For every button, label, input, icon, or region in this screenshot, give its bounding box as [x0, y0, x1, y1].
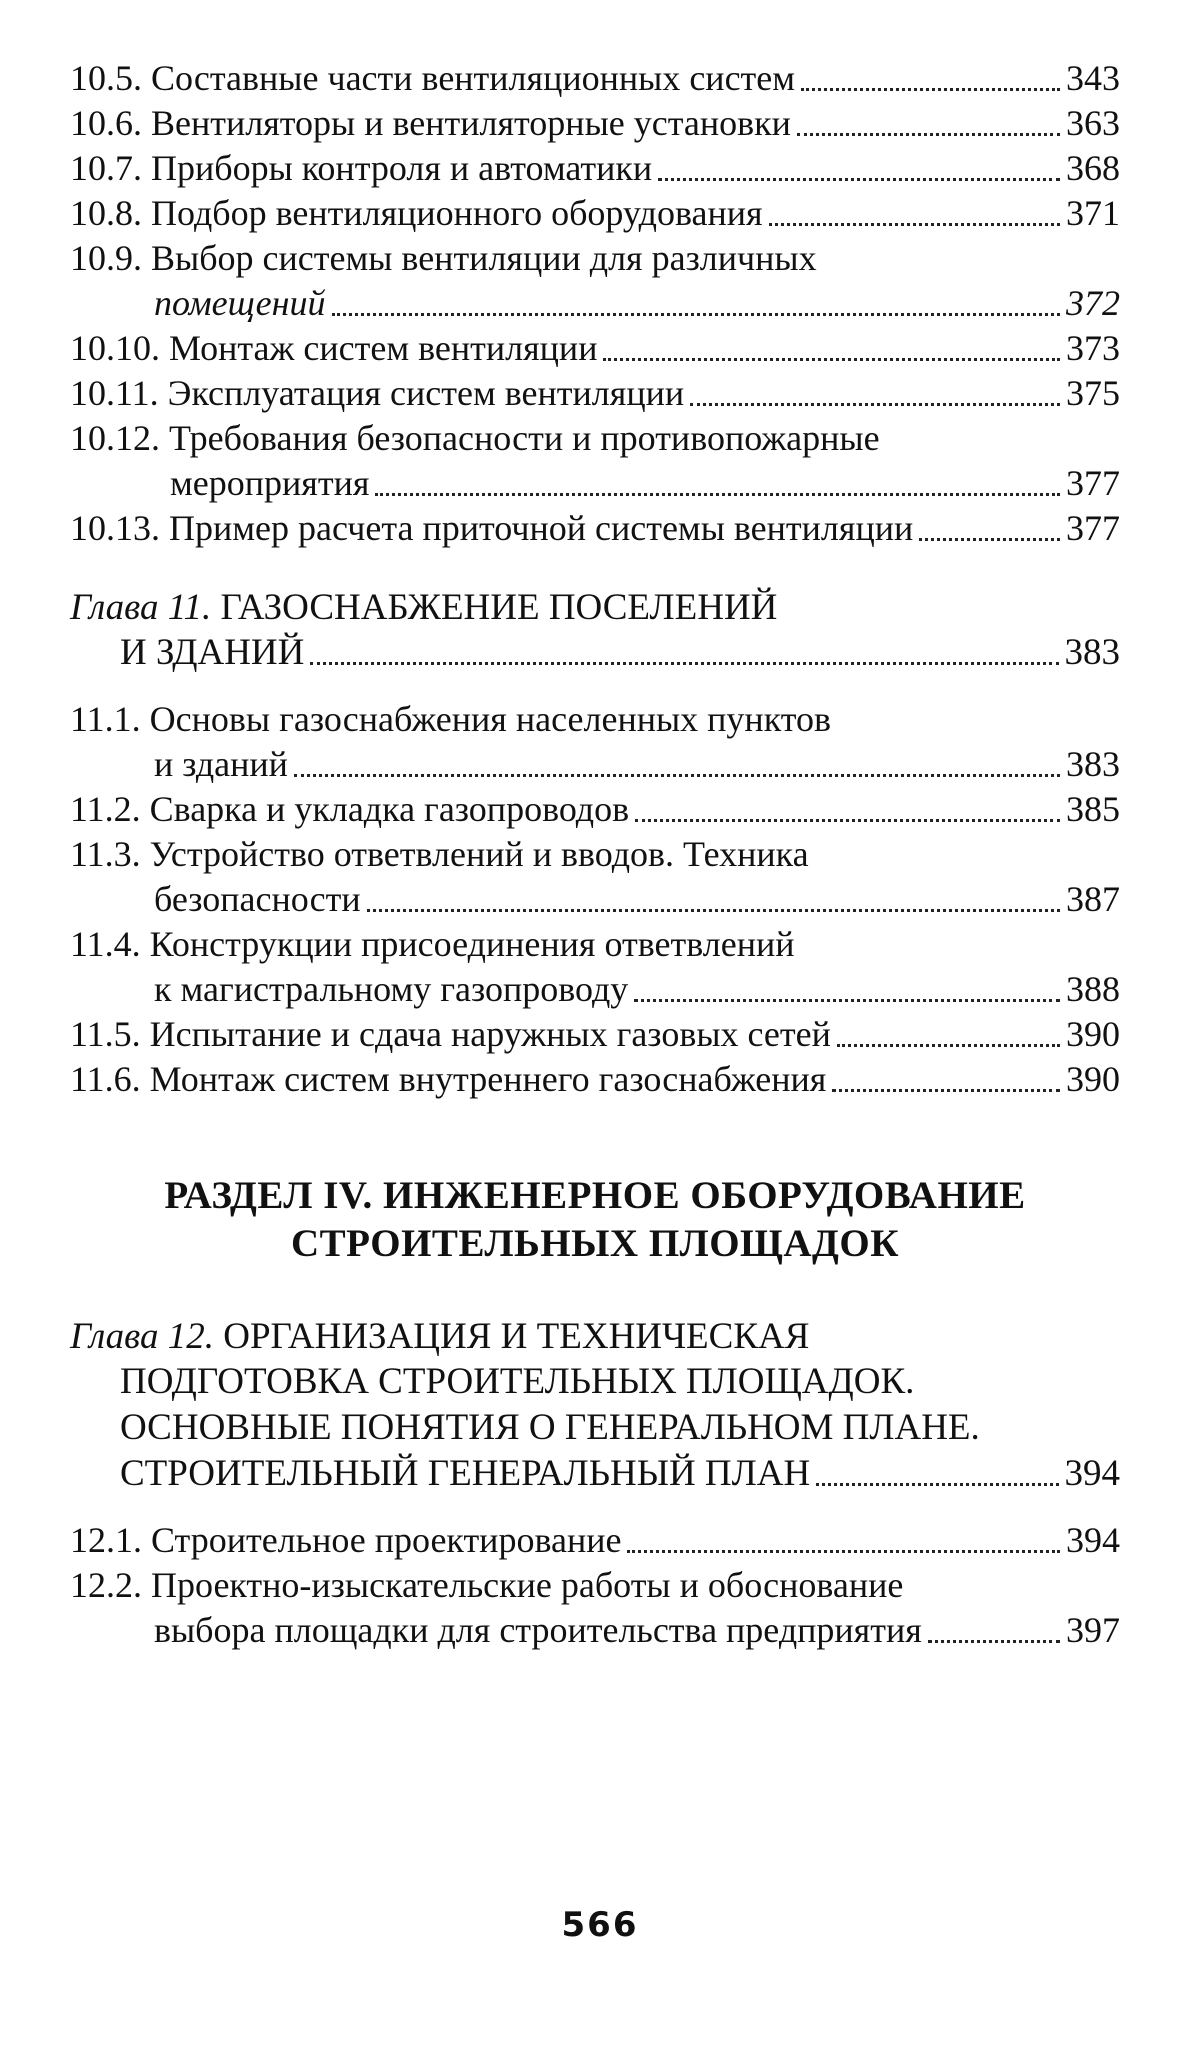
- entry-page: 394: [1066, 1520, 1120, 1560]
- dot-leader: [797, 133, 1060, 136]
- dot-leader: [634, 999, 1060, 1002]
- entry-title-line2: мероприятия: [170, 463, 370, 503]
- entry-number: 10.10.: [70, 328, 160, 368]
- chapter-11-heading: [70, 585, 1120, 675]
- toc-entry-10-10: [70, 326, 1120, 371]
- chapter-title-line3: ОСНОВНЫЕ ПОНЯТИЯ О ГЕНЕРАЛЬНОМ ПЛАНЕ.: [120, 1407, 980, 1448]
- entry-page: 368: [1066, 148, 1120, 188]
- toc-entry-12-2: [70, 1563, 1120, 1653]
- entry-title: Испытание и сдача наружных газовых сетей: [149, 1014, 831, 1054]
- entry-page: 377: [1066, 463, 1120, 503]
- entry-number: 11.6.: [70, 1059, 141, 1099]
- entry-page: 375: [1066, 373, 1120, 413]
- entry-title: Пример расчета приточной системы вентиляции: [169, 508, 914, 548]
- dot-leader: [801, 88, 1060, 91]
- entry-page: 363: [1066, 103, 1120, 143]
- toc-entry-10-8: [70, 191, 1120, 236]
- dot-leader: [635, 819, 1060, 822]
- entry-title: Строительное проектирование: [151, 1520, 622, 1560]
- toc-entry-10-11: [70, 371, 1120, 416]
- entry-title-line2: выбора площадки для строительства предприятия: [154, 1610, 922, 1650]
- dot-leader: [603, 358, 1060, 361]
- entry-title-line2: к магистральному газопроводу: [154, 969, 629, 1009]
- entry-page: 387: [1066, 879, 1120, 919]
- entry-number: 12.1.: [70, 1520, 142, 1560]
- dot-leader: [294, 774, 1060, 777]
- chapter-title-line2: ПОДГОТОВКА СТРОИТЕЛЬНЫХ ПЛОЩАДОК.: [120, 1361, 915, 1402]
- entry-title-line1: Проектно-изыскательские работы и обоснование: [151, 1565, 904, 1605]
- entry-title-line1: Устройство ответвлений и вводов. Техника: [149, 834, 809, 874]
- chapter-title-line1: ГАЗОСНАБЖЕНИЕ ПОСЕЛЕНИЙ: [220, 587, 778, 628]
- entry-number: 10.12.: [70, 418, 160, 458]
- dot-leader: [928, 1640, 1060, 1643]
- entry-number: 10.13.: [70, 508, 160, 548]
- entry-number: 11.3.: [70, 834, 141, 874]
- dot-leader: [310, 662, 1058, 665]
- entry-title: Монтаж систем вентиляции: [169, 328, 598, 368]
- entry-title: Составные части вентиляционных систем: [151, 58, 796, 98]
- toc-entry-10-12: [70, 416, 1120, 506]
- entry-number: 10.7.: [70, 148, 142, 188]
- dot-leader: [837, 1044, 1060, 1047]
- toc-entry-11-5: [70, 1012, 1120, 1057]
- entry-page: 390: [1066, 1014, 1120, 1054]
- chapter-title-line4: СТРОИТЕЛЬНЫЙ ГЕНЕРАЛЬНЫЙ ПЛАН: [120, 1453, 811, 1494]
- entry-title: Вентиляторы и вентиляторные установки: [151, 103, 791, 143]
- entry-title-line1: Требования безопасности и противопожарные: [169, 418, 880, 458]
- dot-leader: [832, 1089, 1060, 1092]
- entry-page: 385: [1066, 789, 1120, 829]
- toc-entry-10-6: [70, 101, 1120, 146]
- chapter-page: 383: [1064, 632, 1120, 673]
- entry-number: 11.1.: [70, 699, 141, 739]
- entry-number: 12.2.: [70, 1565, 142, 1605]
- entry-title: Приборы контроля и автоматики: [151, 148, 653, 188]
- entry-title: Монтаж систем внутреннего газоснабжения: [149, 1059, 827, 1099]
- chapter-12-heading: [70, 1314, 1120, 1496]
- entry-number: 10.6.: [70, 103, 142, 143]
- entry-page: 390: [1066, 1059, 1120, 1099]
- entry-title-line1: Конструкции присоединения ответвлений: [149, 924, 795, 964]
- dot-leader: [690, 403, 1060, 406]
- toc-entry-11-6: [70, 1057, 1120, 1102]
- entry-number: 10.8.: [70, 193, 142, 233]
- chapter-label: Глава 12.: [70, 1316, 214, 1357]
- entry-number: 11.5.: [70, 1014, 141, 1054]
- page-number: 566: [561, 1905, 639, 1945]
- toc-entry-11-4: [70, 922, 1120, 1012]
- entry-title: Подбор вентиляционного оборудования: [151, 193, 763, 233]
- entry-title-line2: помещений: [154, 283, 326, 323]
- chapter-page: 394: [1064, 1453, 1120, 1494]
- dot-leader: [332, 313, 1061, 316]
- chapter-title-line2: И ЗДАНИЙ: [120, 632, 305, 673]
- entry-number: 10.5.: [70, 58, 142, 98]
- entry-page: 388: [1066, 969, 1120, 1009]
- toc-entry-10-7: [70, 146, 1120, 191]
- entry-page: 343: [1066, 58, 1120, 98]
- chapter-label: Глава 11.: [70, 587, 212, 628]
- entry-number: 11.4.: [70, 924, 141, 964]
- toc-entry-11-2: [70, 787, 1120, 832]
- toc-entry-10-5: [70, 56, 1120, 101]
- dot-leader: [367, 909, 1060, 912]
- entry-page: 373: [1066, 328, 1120, 368]
- dot-leader: [919, 538, 1060, 541]
- entry-title-line2: и зданий: [154, 744, 288, 784]
- table-of-contents: [70, 56, 1120, 1653]
- entry-page: 377: [1066, 508, 1120, 548]
- section-4-heading: [70, 1172, 1120, 1268]
- toc-entry-10-13: [70, 506, 1120, 551]
- toc-entry-10-9: [70, 236, 1120, 326]
- chapter-title-line1: ОРГАНИЗАЦИЯ И ТЕХНИЧЕСКАЯ: [223, 1316, 810, 1357]
- entry-page: 397: [1066, 1610, 1120, 1650]
- entry-number: 10.11.: [70, 373, 159, 413]
- entry-title-line2: безопасности: [154, 879, 361, 919]
- entry-title-line1: Выбор системы вентиляции для различных: [151, 238, 817, 278]
- entry-title-line1: Основы газоснабжения населенных пунктов: [149, 699, 831, 739]
- dot-leader: [658, 178, 1060, 181]
- entry-page: 372: [1066, 283, 1120, 323]
- entry-page: 371: [1066, 193, 1120, 233]
- entry-title: Сварка и укладка газопроводов: [149, 789, 630, 829]
- dot-leader: [375, 493, 1060, 496]
- toc-entry-11-1: [70, 697, 1120, 787]
- section-title-line2: СТРОИТЕЛЬНЫХ ПЛОЩАДОК: [290, 1222, 899, 1265]
- dot-leader: [769, 223, 1060, 226]
- dot-leader: [816, 1483, 1058, 1486]
- toc-entry-11-3: [70, 832, 1120, 922]
- entry-number: 11.2.: [70, 789, 141, 829]
- entry-number: 10.9.: [70, 238, 142, 278]
- entry-page: 383: [1066, 744, 1120, 784]
- toc-entry-12-1: [70, 1518, 1120, 1563]
- entry-title: Эксплуатация систем вентиляции: [167, 373, 685, 413]
- dot-leader: [627, 1550, 1060, 1553]
- section-title-line1: РАЗДЕЛ IV. ИНЖЕНЕРНОЕ ОБОРУДОВАНИЕ: [164, 1174, 1026, 1217]
